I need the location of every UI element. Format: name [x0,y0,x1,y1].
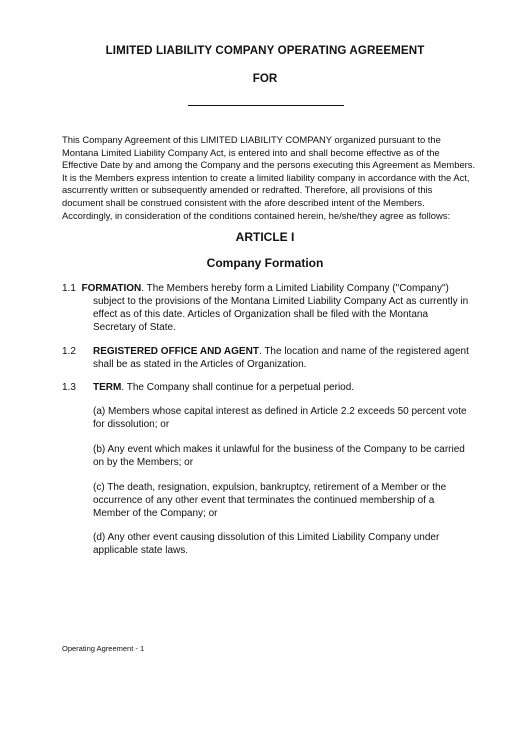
clause-number: 1.2 [62,346,76,357]
clause-term: REGISTERED OFFICE AND AGENT [93,346,259,357]
clause-number: 1.3 [62,382,76,393]
clause-term-section [62,381,472,394]
term-item-b: (b) Any event which makes it unlawful for the business of the Company to be carried on by the Members; or [93,444,465,468]
clause-body [62,381,472,394]
clause-text: . The Members hereby form a Limited Liability Company ("Company") [141,283,449,294]
clause-term: FORMATION [81,283,142,294]
clause-text: . The Company shall continue for a perpetual period. [121,382,355,393]
clause-body [62,345,472,371]
term-item-d: (d) Any other event causing dissolution of this Limited Liability Company under applicable state laws. [93,532,440,556]
term-item-a: (a) Members whose capital interest as defined in Article 2.2 exceeds 50 percent vote for dissolution; or [93,406,467,430]
for-label: FOR [252,72,278,85]
page-footer: Operating Agreement - 1 [62,644,145,653]
clause-first-line [62,282,472,295]
clause-number: 1.1 [62,283,76,294]
document-title: LIMITED LIABILITY COMPANY OPERATING AGREEMENT [105,44,425,57]
section-heading: Company Formation [206,256,324,270]
term-item-c: (c) The death, resignation, expulsion, bankruptcy, retirement of a Member or the occurrence of any other event that terminates the continued membership of a Member of the Company; or [93,482,447,519]
intro-paragraph: This Company Agreement of this LIMITED LIABILITY COMPANY organized pursuant to the Montana Limited Liability Company Act, is entered into and shall become effective as of the Effective Date by and among the Company and the persons executing this Agreement as Members. It is the Members express intention to create a limited liability company in accordance with the Act, ascurrently written or subsequently amended or redrafted. Therefore, all provisions of this document shall be construed consistent with the afore described intent of the Members. Accordingly, in consideration of the conditions contained herein, he/she/they agree as follows: [62,134,476,221]
clause-continuation: subject to the provisions of the Montana Limited Liability Company Act as currently in effect as of this date. Articles of Organization shall be filed with the Montana Secretary of State. [93,296,469,333]
clause-text: . The location and name of the registered agent shall be as stated in the Articles of Organization. [93,346,469,370]
clause-formation [62,282,472,334]
clause-registered-office [62,345,472,371]
name-blank-line [188,105,344,106]
clause-term: TERM [93,382,122,393]
article-heading: ARTICLE I [235,230,295,244]
